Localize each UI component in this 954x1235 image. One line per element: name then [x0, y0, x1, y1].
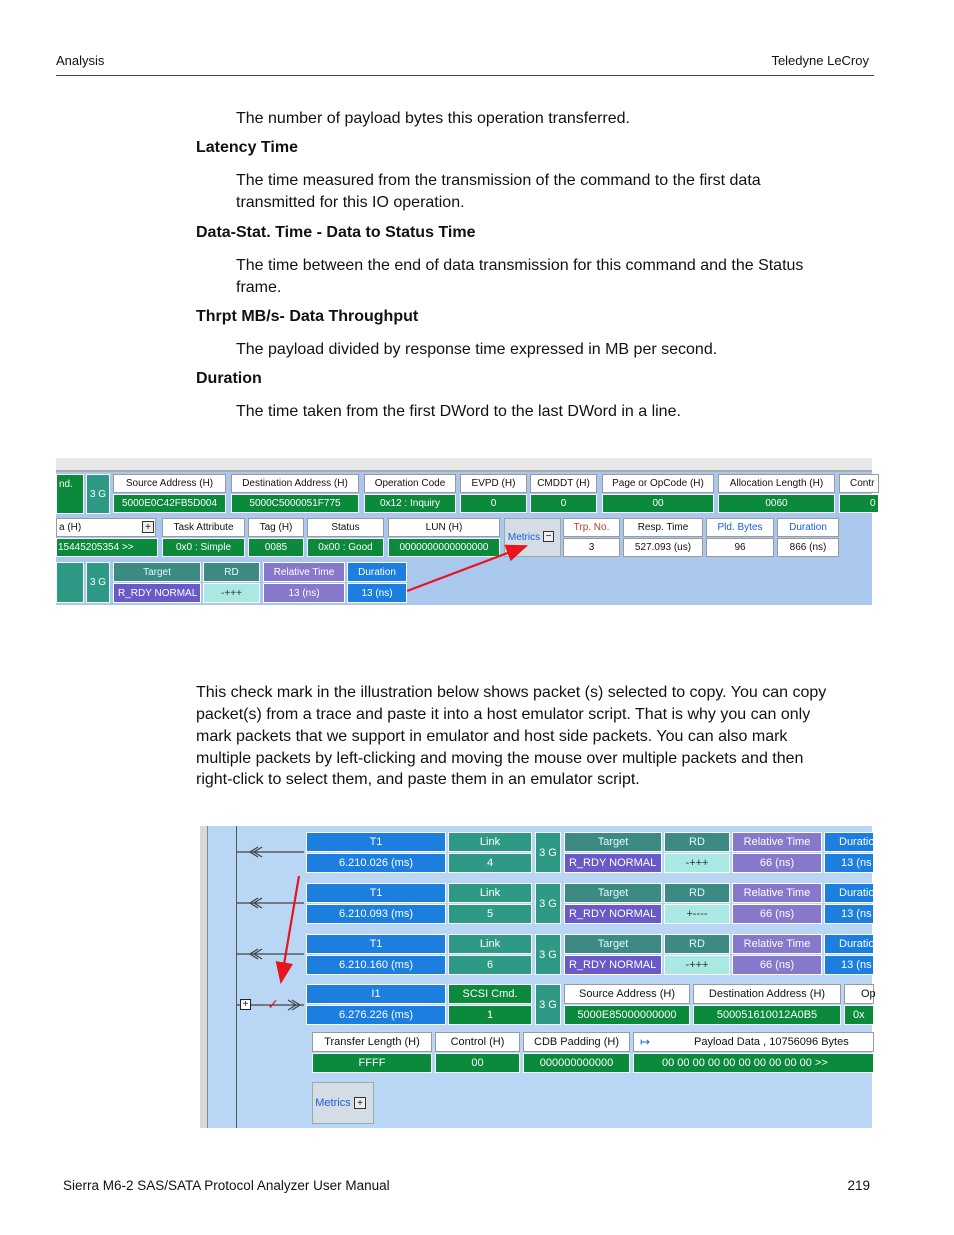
- term-data-stat: Data-Stat. Time - Data to Status Time: [196, 224, 476, 241]
- time-header: T1: [306, 934, 446, 954]
- term-duration: Duration: [196, 370, 262, 387]
- link-header: Link: [448, 934, 532, 954]
- field-header: Task Attribute: [162, 518, 245, 537]
- field-value: 0x00 : Good: [307, 538, 384, 557]
- field-header: RD: [664, 934, 730, 954]
- field-header: Relative Time: [732, 883, 822, 903]
- metrics-label: Metrics: [507, 531, 541, 543]
- intro-text: The number of payload bytes this operation transferred.: [236, 110, 630, 127]
- field-value: R_RDY NORMAL: [113, 583, 201, 603]
- field-value: 500051610012A0B5: [693, 1005, 841, 1025]
- body-line: right-click to select them, and paste them in an emulator script.: [196, 771, 640, 788]
- field-header: RD: [664, 832, 730, 852]
- field-header: EVPD (H): [460, 474, 527, 493]
- field-value: R_RDY NORMAL: [564, 904, 662, 924]
- header-rule: [56, 75, 874, 76]
- body-line: packet(s) from a trace and paste it into a host emulator script. That is why you can only: [196, 706, 811, 723]
- metric-header: Pld. Bytes: [706, 518, 774, 537]
- metric-header: Resp. Time: [623, 518, 703, 537]
- field-value: R_RDY NORMAL: [564, 853, 662, 873]
- field-header: Duratio: [824, 832, 874, 852]
- field-header: Source Address (H): [113, 474, 226, 493]
- cmd-header: SCSI Cmd.: [448, 984, 532, 1004]
- field-header: Duration: [347, 562, 407, 582]
- field-header: Duratio: [824, 883, 874, 903]
- field-value: 0000000000000000: [388, 538, 500, 557]
- field-header: Destination Address (H): [231, 474, 359, 493]
- link-value: 5: [448, 904, 532, 924]
- field-value: 66 (ns): [732, 955, 822, 975]
- page-number: 219: [847, 1178, 870, 1193]
- field-value: 000000000000: [523, 1053, 630, 1073]
- cmd-value: 1: [448, 1005, 532, 1025]
- field-header: Tag (H): [248, 518, 304, 537]
- field-value: 0x0 : Simple: [162, 538, 245, 557]
- field-header: Source Address (H): [564, 984, 690, 1004]
- field-header: Relative Time: [732, 832, 822, 852]
- payload-arrow-icon: ↦: [639, 1035, 651, 1049]
- field-header: CDB Padding (H): [523, 1032, 630, 1052]
- time-header: I1: [306, 984, 446, 1004]
- field-value: 0: [460, 494, 527, 513]
- body-line: This check mark in the illustration below shows packet (s) selected to copy. You can copy: [196, 684, 827, 701]
- field-header: Transfer Length (H): [312, 1032, 432, 1052]
- time-value: 6.210.093 (ms): [306, 904, 446, 924]
- expand-icon[interactable]: +: [354, 1097, 366, 1109]
- trace-screenshot-metrics: [56, 458, 876, 605]
- field-value: 13 (ns): [347, 583, 407, 603]
- speed-cell: 3 G: [535, 883, 561, 924]
- field-header: RD: [664, 883, 730, 903]
- speed-cell: 3 G: [86, 474, 110, 514]
- link-value: 4: [448, 853, 532, 873]
- field-header: Target: [113, 562, 201, 582]
- field-header: Relative Time: [732, 934, 822, 954]
- link-header: Link: [448, 832, 532, 852]
- field-value: 5000C5000051F775: [231, 494, 359, 513]
- cmd-cell: nd.: [56, 474, 84, 514]
- metric-value: 866 (ns): [777, 538, 839, 557]
- field-value: 00: [602, 494, 714, 513]
- header-section: Analysis: [56, 53, 105, 68]
- speed-cell: 3 G: [535, 934, 561, 975]
- term-throughput: Thrpt MB/s- Data Throughput: [196, 308, 419, 325]
- field-header: Duratio: [824, 934, 874, 954]
- field-header: Page or OpCode (H): [602, 474, 714, 493]
- metric-value: 527.093 (us): [623, 538, 703, 557]
- metric-value: 96: [706, 538, 774, 557]
- field-header: RD: [203, 562, 260, 582]
- term-latency: Latency Time: [196, 139, 298, 156]
- time-value: 6.210.026 (ms): [306, 853, 446, 873]
- field-value: 13 (ns: [824, 853, 874, 873]
- field-header: Allocation Length (H): [718, 474, 835, 493]
- field-value: -+++: [664, 955, 730, 975]
- field-header: Operation Code: [364, 474, 456, 493]
- field-value: +----: [664, 904, 730, 924]
- field-value: 0060: [718, 494, 835, 513]
- metric-value: 3: [563, 538, 620, 557]
- field-header: Target: [564, 934, 662, 954]
- field-value: FFFF: [312, 1053, 432, 1073]
- time-header: T1: [306, 832, 446, 852]
- time-value: 6.276.226 (ms): [306, 1005, 446, 1025]
- annotation-arrow: [56, 458, 872, 605]
- def-latency-line1: The time measured from the transmission of the command to the first data: [236, 172, 761, 189]
- metric-header: Duration: [777, 518, 839, 537]
- field-value: R_RDY NORMAL: [564, 955, 662, 975]
- body-line: mark packets that we support in emulator and host side packets. You can also mark: [196, 728, 788, 745]
- field-header: Target: [564, 883, 662, 903]
- def-duration-line1: The time taken from the first DWord to the last DWord in a line.: [236, 403, 681, 420]
- expand-icon[interactable]: +: [142, 521, 154, 533]
- field-header: Target: [564, 832, 662, 852]
- body-line: multiple packets by left-clicking and moving the mouse over multiple packets and then: [196, 750, 804, 767]
- field-header: CMDDT (H): [530, 474, 597, 493]
- field-value: 00 00 00 00 00 00 00 00 00 00 >>: [633, 1053, 874, 1073]
- link-header: Link: [448, 883, 532, 903]
- field-value: 5000E85000000000: [564, 1005, 690, 1025]
- field-header: LUN (H): [388, 518, 500, 537]
- field-value: 0: [530, 494, 597, 513]
- time-header: T1: [306, 883, 446, 903]
- field-value: -+++: [203, 583, 260, 603]
- expand-icon[interactable]: +: [240, 999, 251, 1010]
- metrics-label: Metrics: [315, 1097, 351, 1109]
- field-value: 66 (ns): [732, 853, 822, 873]
- field-value: 13 (ns: [824, 904, 874, 924]
- footer-title: Sierra M6-2 SAS/SATA Protocol Analyzer User Manual: [63, 1178, 390, 1193]
- def-latency-line2: transmitted for this IO operation.: [236, 194, 465, 211]
- def-data-stat-line1: The time between the end of data transmission for this command and the Status: [236, 257, 804, 274]
- field-value: 15445205354 >>: [56, 538, 158, 557]
- speed-cell: 3 G: [535, 832, 561, 873]
- speed-cell: 3 G: [535, 984, 561, 1025]
- field-header: Op: [844, 984, 874, 1004]
- collapse-icon[interactable]: −: [543, 531, 554, 542]
- field-value: -+++: [664, 853, 730, 873]
- header-brand: Teledyne LeCroy: [771, 53, 869, 68]
- metric-header: Trp. No.: [563, 518, 620, 537]
- field-header: Relative Time: [263, 562, 345, 582]
- field-value: 0: [839, 494, 879, 513]
- field-header: Destination Address (H): [693, 984, 841, 1004]
- field-value: 13 (ns): [263, 583, 345, 603]
- time-value: 6.210.160 (ms): [306, 955, 446, 975]
- field-value: 00: [435, 1053, 520, 1073]
- field-header: Payload Data , 10756096 Bytes: [633, 1032, 874, 1052]
- field-value: 0x: [844, 1005, 874, 1025]
- field-header: Control (H): [435, 1032, 520, 1052]
- def-throughput-line1: The payload divided by response time expressed in MB per second.: [236, 341, 718, 358]
- def-data-stat-line2: frame.: [236, 279, 282, 296]
- field-value: 0x12 : Inquiry: [364, 494, 456, 513]
- checkmark-icon[interactable]: ✓: [267, 995, 279, 1012]
- speed-cell: 3 G: [86, 562, 110, 603]
- field-value: 0085: [248, 538, 304, 557]
- field-header: Status: [307, 518, 384, 537]
- field-value: 13 (ns: [824, 955, 874, 975]
- field-value: 5000E0C42FB5D004: [113, 494, 226, 513]
- field-header: a (H): [56, 518, 156, 537]
- trace-screenshot-checkmark: [200, 826, 876, 1128]
- field-header: Contr: [839, 474, 879, 493]
- field-value: 66 (ns): [732, 904, 822, 924]
- link-value: 6: [448, 955, 532, 975]
